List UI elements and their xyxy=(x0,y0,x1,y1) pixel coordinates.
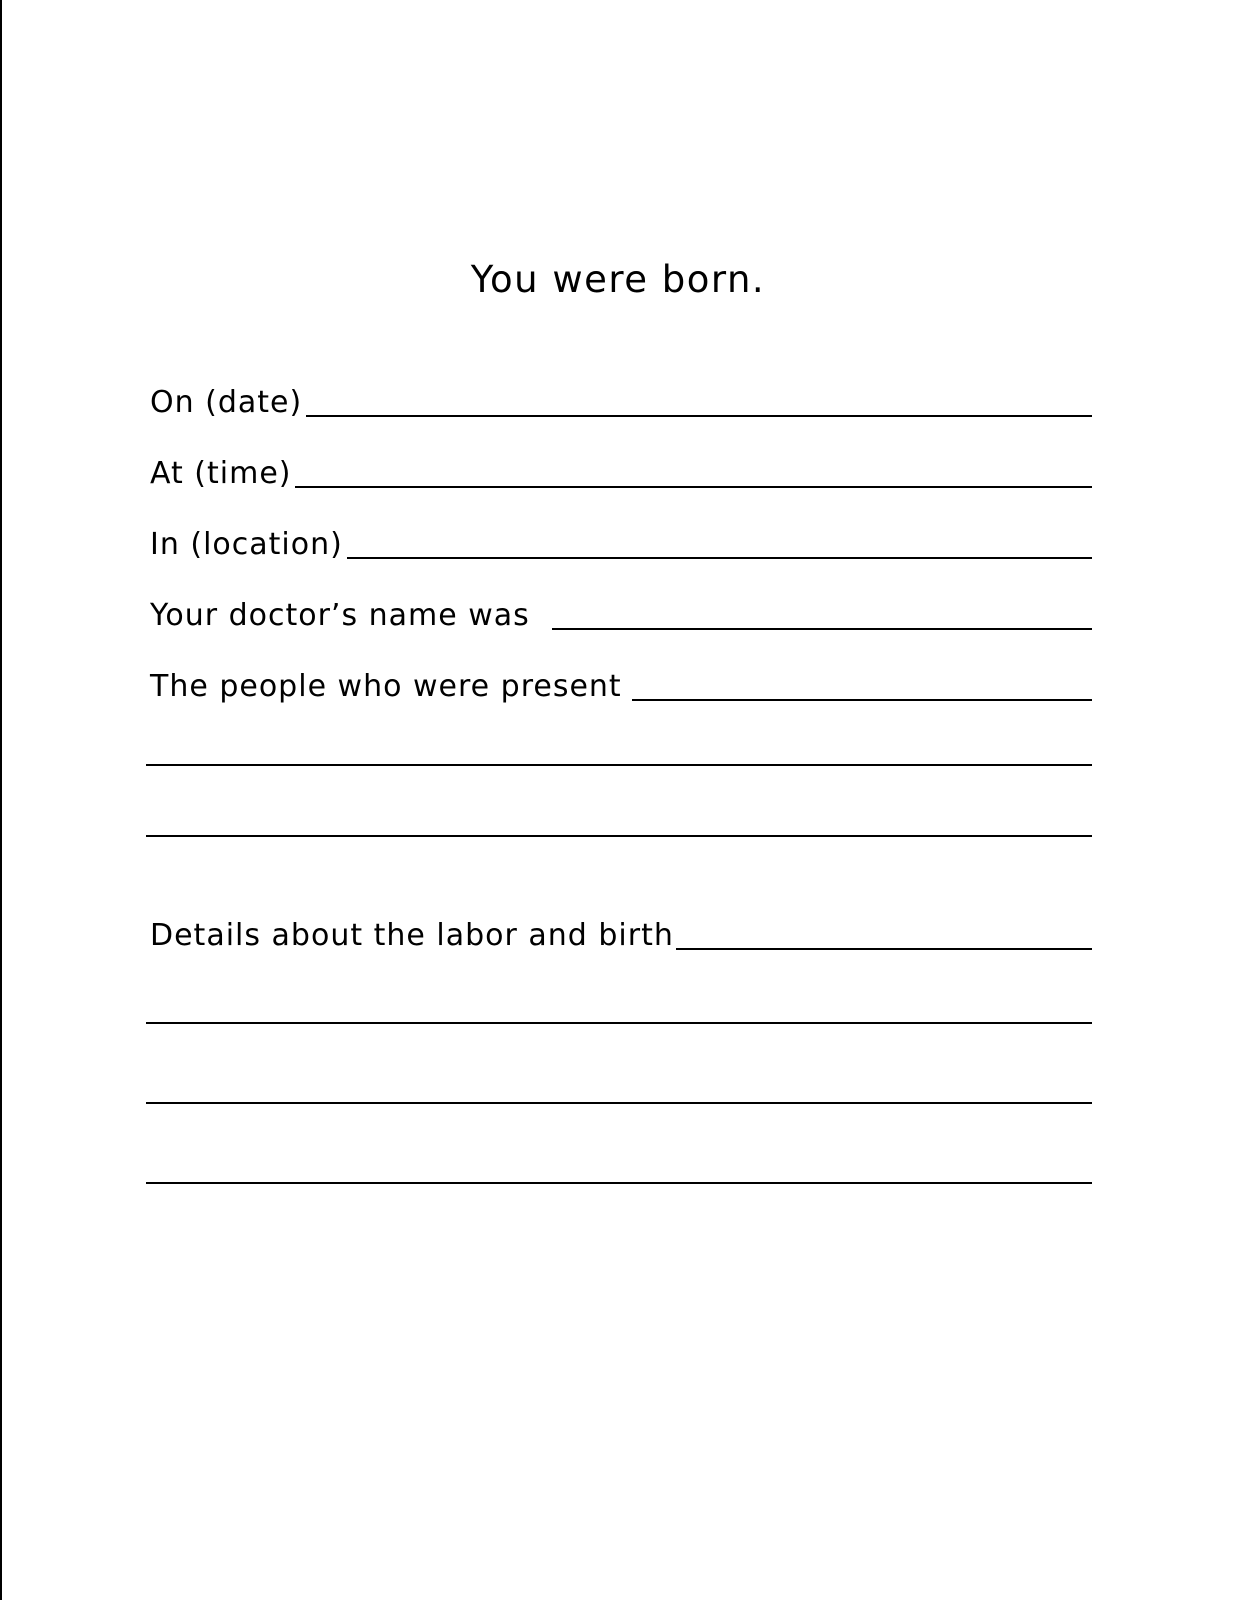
labor-details-extra-line-3[interactable] xyxy=(146,1182,1092,1184)
labor-details-label: Details about the labor and birth xyxy=(150,918,674,953)
date-blank-line[interactable] xyxy=(306,415,1092,417)
time-field xyxy=(150,451,1092,491)
location-blank-line[interactable] xyxy=(347,557,1092,559)
labor-details-blank-line[interactable] xyxy=(676,948,1092,950)
time-label: At (time) xyxy=(150,456,292,491)
labor-details-extra-line-1[interactable] xyxy=(146,1022,1092,1024)
people-present-label: The people who were present xyxy=(150,669,622,704)
people-present-blank-line[interactable] xyxy=(632,699,1092,701)
location-field xyxy=(150,522,1092,562)
date-label: On (date) xyxy=(150,385,303,420)
doctor-blank-line[interactable] xyxy=(552,628,1092,630)
labor-details-extra-line-2[interactable] xyxy=(146,1102,1092,1104)
doctor-field xyxy=(150,593,1092,633)
people-present-extra-line-1[interactable] xyxy=(146,764,1092,766)
page-title: You were born. xyxy=(470,258,766,301)
date-field xyxy=(150,380,1092,420)
location-label: In (location) xyxy=(150,527,343,562)
time-blank-line[interactable] xyxy=(295,486,1092,488)
labor-details-field xyxy=(150,913,1092,953)
people-present-field xyxy=(150,664,1092,704)
page-left-border xyxy=(0,0,2,1600)
people-present-extra-line-2[interactable] xyxy=(146,835,1092,837)
doctor-label: Your doctor’s name was xyxy=(150,598,530,633)
